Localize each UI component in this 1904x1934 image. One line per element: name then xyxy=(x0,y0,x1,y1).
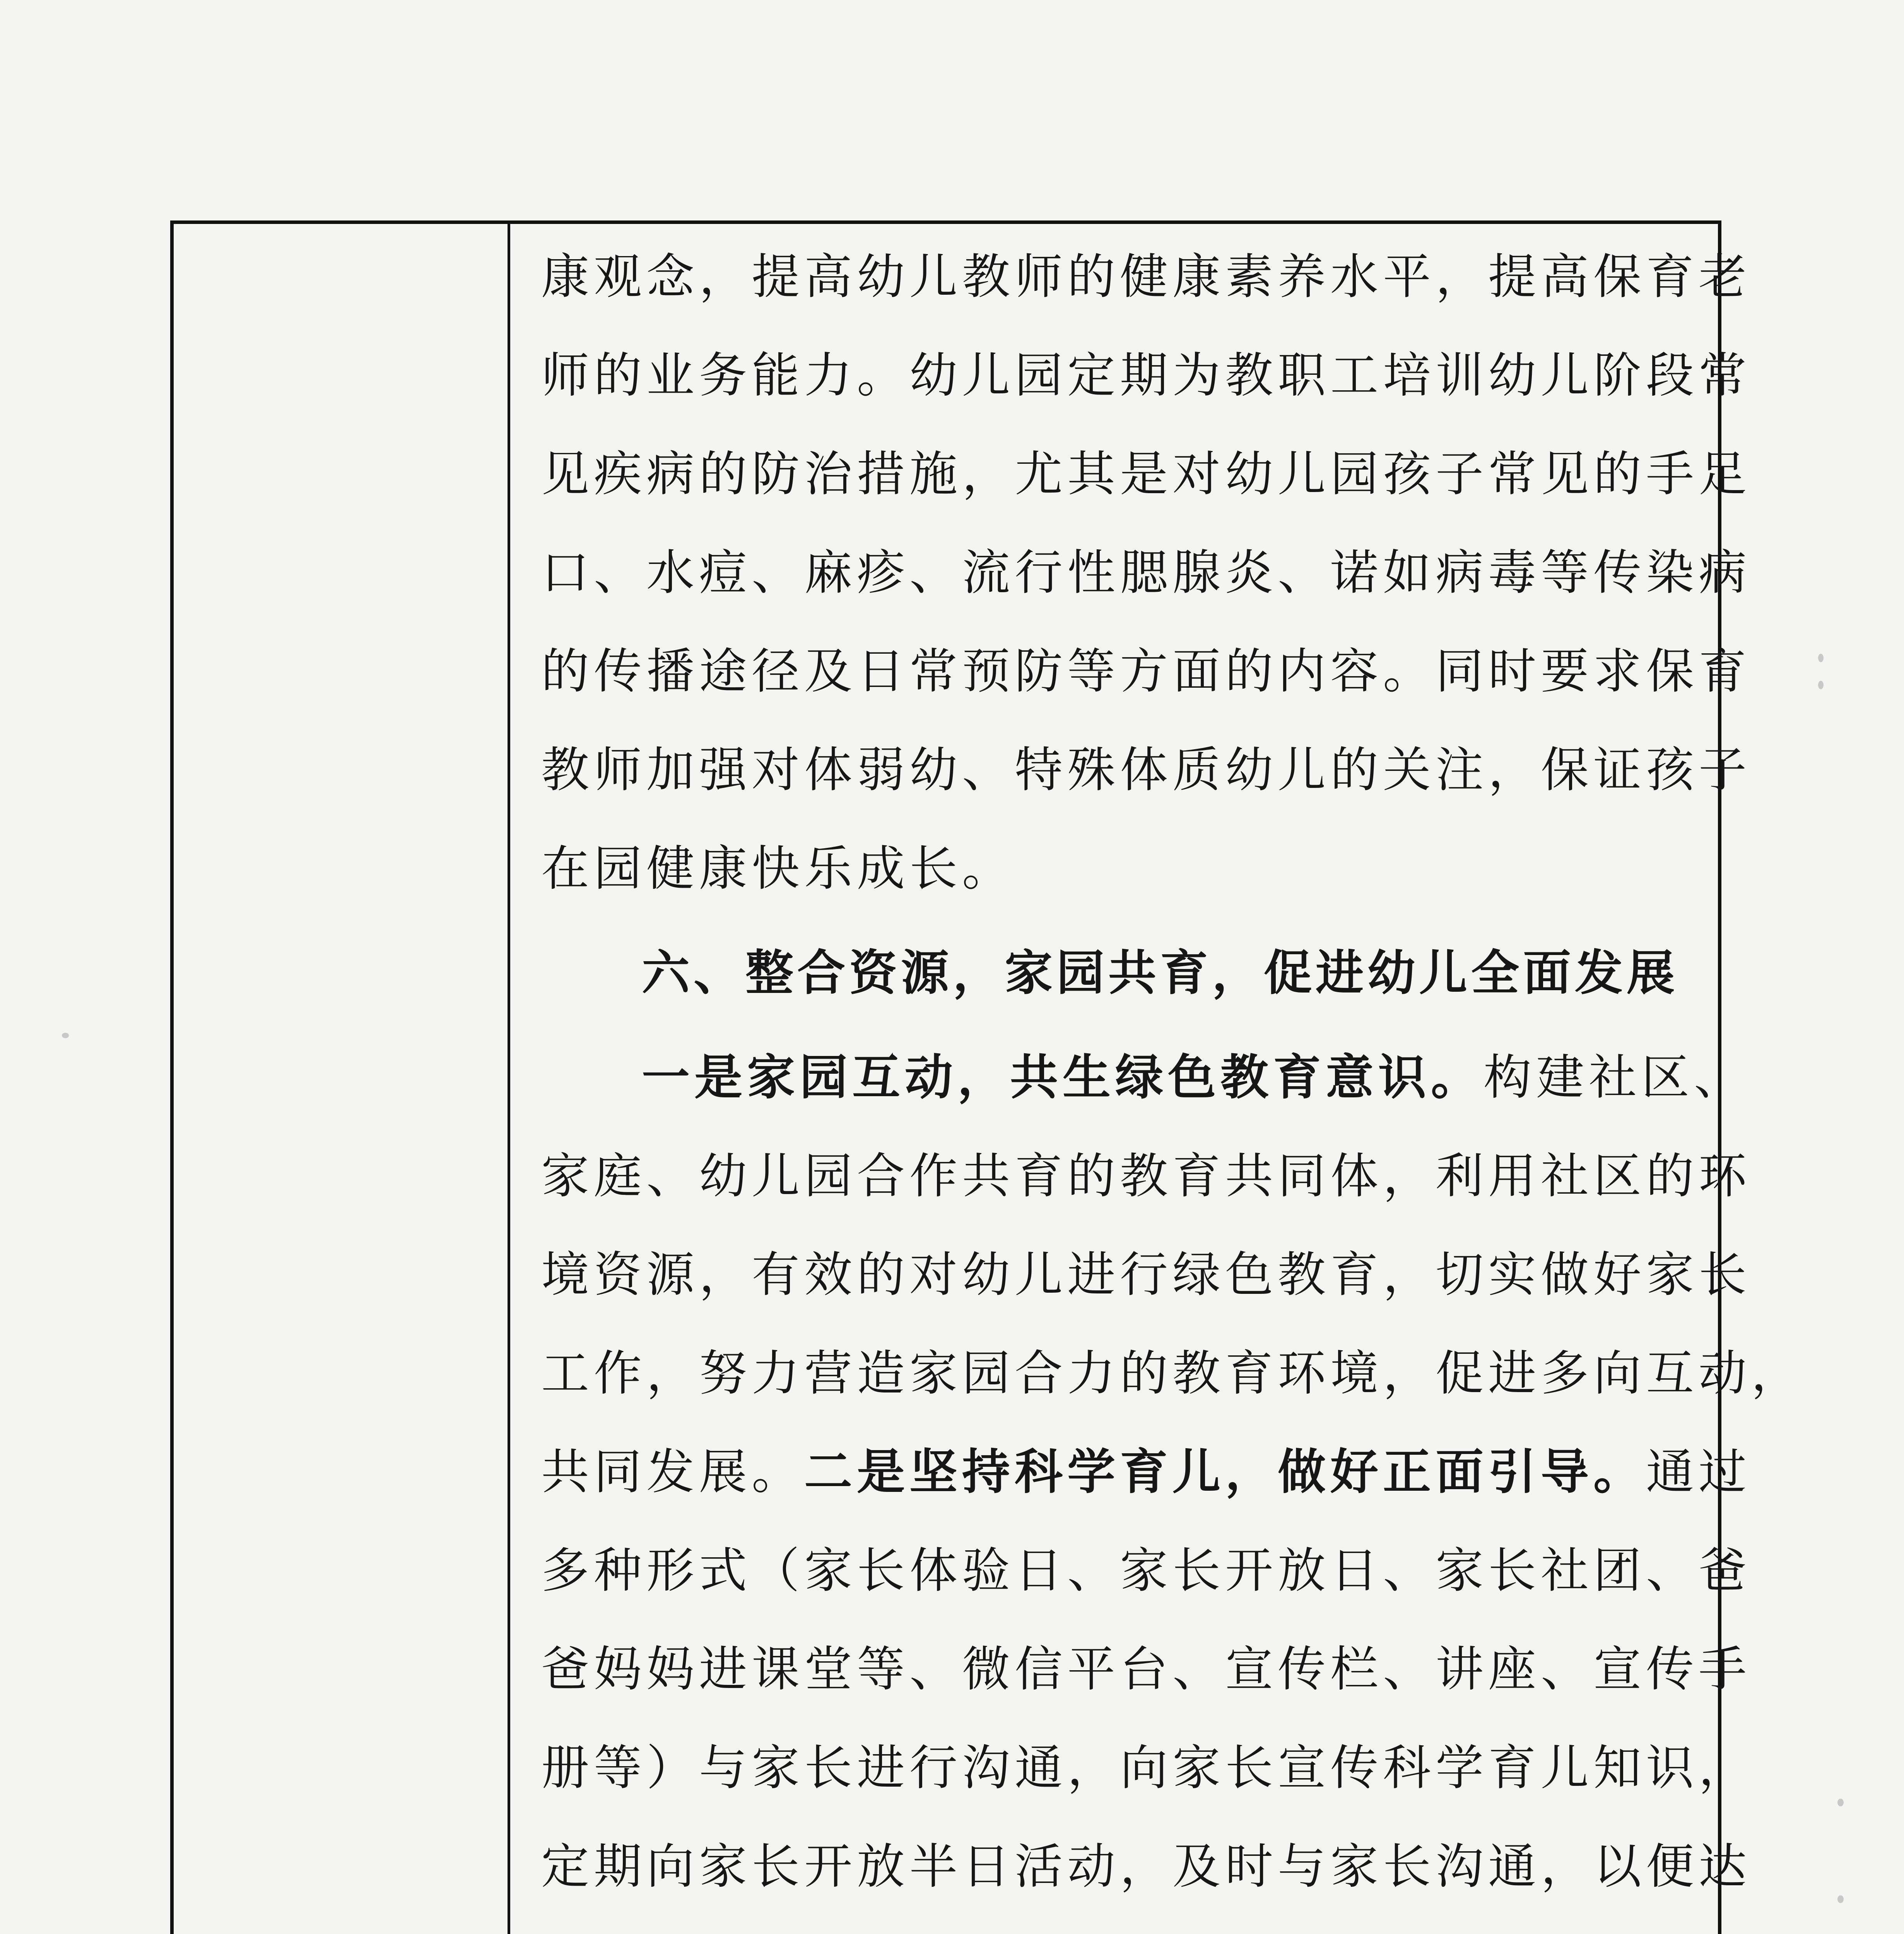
text-line: 册等）与家长进行沟通，向家长宣传科学育儿知识， xyxy=(541,1740,1752,1796)
scan-speck xyxy=(1837,1799,1844,1806)
text-line: 境资源，有效的对幼儿进行绿色教育，切实做好家长 xyxy=(541,1247,1752,1303)
left-column-cell xyxy=(174,224,510,1934)
text-line: 多种形式（家长体验日、家长开放日、家长社团、爸 xyxy=(541,1543,1752,1599)
text-line: 工作，努力营造家园合力的教育环境，促进多向互动， xyxy=(541,1346,1804,1401)
scan-speck xyxy=(1818,681,1824,689)
bold-lead: 一是家园互动，共生绿色教育意识。 xyxy=(642,1050,1484,1105)
text-line: 定期向家长开放半日活动，及时与家长沟通，以便达 xyxy=(541,1839,1752,1895)
text-line xyxy=(541,1423,1752,1522)
text-span: 共同发展。 xyxy=(541,1444,805,1500)
text-span: 通过 xyxy=(1646,1444,1752,1500)
scan-speck xyxy=(1818,654,1824,662)
scan-speck xyxy=(1837,1895,1844,1903)
bold-lead: 二是坚持科学育儿，做好正面引导。 xyxy=(804,1444,1646,1500)
table-frame xyxy=(170,220,1804,1934)
text-line xyxy=(642,1029,1747,1127)
text-line: 的传播途径及日常预防等方面的内容。同时要求保育 xyxy=(541,644,1752,699)
text-line: 口、水痘、麻疹、流行性腮腺炎、诺如病毒等传染病 xyxy=(541,545,1752,601)
content-cell xyxy=(510,224,1804,1934)
text-line: 康观念，提高幼儿教师的健康素养水平，提高保育老 xyxy=(541,249,1752,305)
text-line: 爸妈妈进课堂等、微信平台、宣传栏、讲座、宣传手 xyxy=(541,1642,1752,1697)
scan-speck xyxy=(62,1033,69,1038)
text-line: 教师加强对体弱幼、特殊体质幼儿的关注，保证孩子 xyxy=(541,742,1752,798)
text-line: 在园健康快乐成长。 xyxy=(541,841,1015,897)
section-heading-six: 六、整合资源，家园共育，促进幼儿全面发展 xyxy=(642,945,1679,1001)
text-line: 见疾病的防治措施，尤其是对幼儿园孩子常见的手足 xyxy=(541,446,1752,502)
text-line: 师的业务能力。幼儿园定期为教职工培训幼儿阶段常 xyxy=(541,348,1752,403)
text-line: 家庭、幼儿园合作共育的教育共同体，利用社区的环 xyxy=(541,1148,1752,1204)
text-span: 构建社区、 xyxy=(1484,1050,1747,1105)
text-line xyxy=(541,1916,1702,1934)
